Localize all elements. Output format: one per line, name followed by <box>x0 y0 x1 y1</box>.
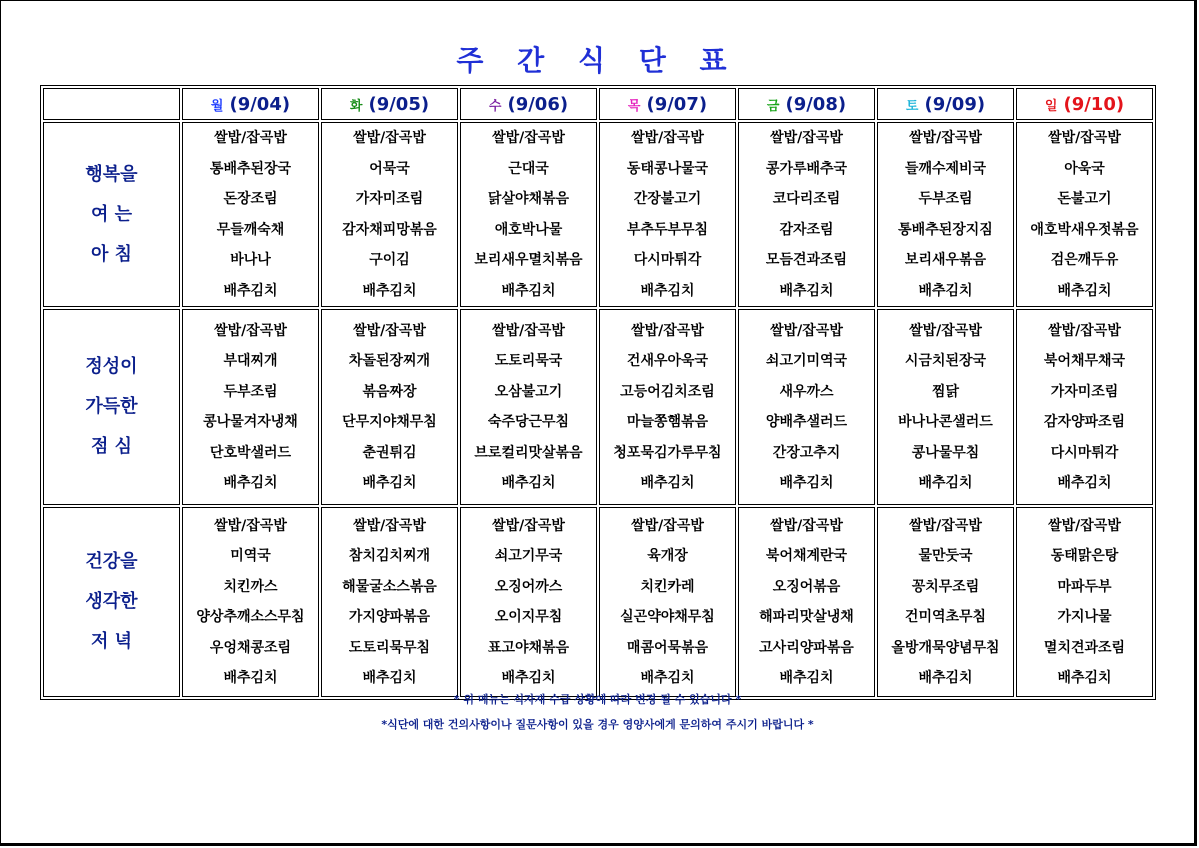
dish-item: 쌀밥/잡곡밥 <box>1048 517 1121 534</box>
dish-item: 쌀밥/잡곡밥 <box>1048 130 1121 146</box>
dish-item: 동태맑은탕 <box>1050 548 1119 564</box>
day-header-sun <box>1016 88 1153 120</box>
day-date: (9/08) <box>785 93 847 115</box>
dish-item: 미역국 <box>230 548 271 564</box>
dish-item: 단호박샐러드 <box>209 444 292 461</box>
dish-item: 배추김치 <box>779 282 834 299</box>
dish-item: 감자채피망볶음 <box>342 221 437 238</box>
dish-item: 쌀밥/잡곡밥 <box>353 322 426 339</box>
day-header-sat <box>877 88 1014 120</box>
dish-item: 쇠고기미역국 <box>765 353 848 369</box>
dish-item: 쌀밥/잡곡밥 <box>909 322 982 339</box>
dish-item: 해물굴소스볶음 <box>342 578 437 595</box>
dish-item: 배추김치 <box>362 282 417 299</box>
dish-item: 다시마튀각 <box>1050 444 1119 461</box>
dish-cell <box>182 507 319 697</box>
dish-item: 오삼불고기 <box>494 383 563 400</box>
dish-cell <box>321 122 458 307</box>
dish-item: 참치김치찌개 <box>348 548 431 564</box>
dish-item: 가자미조림 <box>355 191 424 207</box>
dish-item: 쌀밥/잡곡밥 <box>492 130 565 146</box>
dish-item: 쌀밥/잡곡밥 <box>1048 322 1121 339</box>
dish-cell <box>599 122 736 307</box>
breakfast-row <box>43 122 1153 307</box>
dish-item: 찜닭 <box>931 383 960 400</box>
dish-cell <box>738 507 875 697</box>
dish-item: 돈불고기 <box>1057 191 1112 207</box>
dish-item: 감자조림 <box>779 221 834 238</box>
dish-item: 실곤약야채무침 <box>620 609 715 625</box>
dish-item: 배추김치 <box>918 475 973 491</box>
dish-item: 간장고추지 <box>772 444 841 461</box>
day-date: (9/06) <box>507 93 569 115</box>
dish-item: 배추김치 <box>640 670 695 686</box>
dish-item: 매콤어묵볶음 <box>626 639 709 656</box>
dish-item: 두부조림 <box>918 191 973 207</box>
day-glyph-tue: 화 <box>349 98 363 114</box>
dish-item: 배추김치 <box>1057 475 1112 491</box>
header-row <box>43 88 1153 120</box>
dish-item: 도토리묵국 <box>494 353 563 369</box>
dish-item: 배추김치 <box>501 670 556 686</box>
page-title: 주 간 식 단 표 <box>456 44 739 77</box>
dish-item: 꽁치무조림 <box>911 578 980 595</box>
dish-item: 쌀밥/잡곡밥 <box>353 130 426 146</box>
dish-item: 차돌된장찌개 <box>348 353 431 369</box>
dish-item: 배추김치 <box>362 670 417 686</box>
dish-item: 쌀밥/잡곡밥 <box>214 517 287 534</box>
dish-item: 부대찌개 <box>223 353 278 369</box>
dish-item: 청포묵김가루무침 <box>613 444 722 461</box>
dish-item: 북어채계란국 <box>765 548 848 564</box>
dish-item: 배추김치 <box>362 475 417 491</box>
day-header-mon <box>182 88 319 120</box>
dish-item: 건새우아욱국 <box>626 353 709 369</box>
dish-item: 도토리묵무침 <box>348 639 431 656</box>
dish-cell <box>738 309 875 505</box>
day-date: (9/10) <box>1063 93 1125 115</box>
day-date: (9/05) <box>368 93 430 115</box>
dish-item: 배추김치 <box>779 475 834 491</box>
dish-item: 콩나물겨자냉채 <box>203 414 298 430</box>
corner-cell <box>43 88 180 120</box>
dish-item: 돈장조림 <box>223 191 278 207</box>
dish-item: 쌀밥/잡곡밥 <box>492 517 565 534</box>
dish-item: 가지나물 <box>1057 609 1112 625</box>
dish-cell <box>460 507 597 697</box>
dish-item: 쇠고기무국 <box>494 548 563 564</box>
dish-item: 해파리맛살냉채 <box>759 609 854 625</box>
dish-item: 브로컬리맛살볶음 <box>474 444 583 461</box>
dish-item: 배추김치 <box>779 670 834 686</box>
dish-cell <box>1016 309 1153 505</box>
dish-item: 쌀밥/잡곡밥 <box>770 517 843 534</box>
dish-item: 쌀밥/잡곡밥 <box>770 322 843 339</box>
dish-item: 보리새우볶음 <box>904 252 987 268</box>
dish-cell <box>182 309 319 505</box>
day-header-fri <box>738 88 875 120</box>
note-contact-dietitian: *식단에 대한 건의사항이나 질문사항이 있을 경우 영양사에게 문의하여 주시기 바랍니다 * <box>381 718 814 731</box>
dish-item: 배추김치 <box>223 282 278 299</box>
dish-item: 배추김치 <box>1057 670 1112 686</box>
dish-item: 통배추된장지짐 <box>898 221 993 238</box>
dish-item: 쌀밥/잡곡밥 <box>214 130 287 146</box>
dish-item: 배추김치 <box>501 475 556 491</box>
dish-cell <box>321 507 458 697</box>
dish-item: 표고야채볶음 <box>487 639 570 656</box>
meal-label-line: 저 녁 <box>90 631 133 652</box>
dish-item: 치킨까스 <box>223 578 278 595</box>
dish-item: 고등어김치조림 <box>620 383 715 400</box>
weekly-menu-table <box>40 85 1156 700</box>
dish-item: 양배추샐러드 <box>765 414 848 430</box>
day-header-tue <box>321 88 458 120</box>
day-date: (9/07) <box>646 93 708 115</box>
dish-item: 단무지야채무침 <box>342 414 437 430</box>
dish-item: 애호박나물 <box>494 221 563 238</box>
dish-item: 가자미조림 <box>1050 383 1119 400</box>
dinner-row <box>43 507 1153 697</box>
day-glyph-sat: 토 <box>905 98 919 114</box>
meal-label-line: 여 는 <box>90 203 133 225</box>
dish-cell <box>182 122 319 307</box>
dish-item: 우엉채콩조림 <box>209 639 292 656</box>
day-header-thu <box>599 88 736 120</box>
meal-label-line: 건강을 <box>85 551 138 572</box>
dish-item: 어묵국 <box>369 160 410 177</box>
dish-item: 쌀밥/잡곡밥 <box>631 322 704 339</box>
day-date: (9/04) <box>229 93 291 115</box>
dish-item: 쌀밥/잡곡밥 <box>353 517 426 534</box>
dish-item: 멸치견과조림 <box>1043 639 1126 656</box>
dish-item: 배추김치 <box>640 475 695 491</box>
note-change-notice: * 위 메뉴는 식자재 수급 상황에 따라 변경 될 수 있습니다 * <box>453 693 742 706</box>
dish-item: 오징어볶음 <box>772 578 841 595</box>
dish-item: 배추김치 <box>1057 282 1112 299</box>
dish-item: 바나나콘샐러드 <box>898 414 993 430</box>
dish-item: 건미역초무침 <box>904 609 987 625</box>
dish-item: 시금치된장국 <box>904 353 987 369</box>
day-date: (9/09) <box>924 93 986 115</box>
dish-item: 북어채무채국 <box>1043 353 1126 369</box>
dish-item: 콩가루배추국 <box>765 160 848 177</box>
meal-label-line: 점 심 <box>90 436 133 457</box>
dish-item: 볶음짜장 <box>362 383 417 400</box>
dish-item: 양상추깨소스무침 <box>196 609 305 625</box>
meal-label-line: 정성이 <box>85 356 138 377</box>
dish-item: 구이김 <box>369 252 410 268</box>
dish-item: 치킨카레 <box>640 578 695 595</box>
dish-item: 육개장 <box>647 548 688 564</box>
meal-label-line: 가득한 <box>85 396 138 417</box>
dish-item: 쌀밥/잡곡밥 <box>909 130 982 146</box>
dish-item: 물만둣국 <box>918 548 973 564</box>
dish-cell <box>1016 122 1153 307</box>
dish-item: 마파두부 <box>1057 578 1112 595</box>
day-glyph-fri: 금 <box>766 98 780 114</box>
dish-cell <box>599 507 736 697</box>
meal-label-line: 아 침 <box>90 243 133 265</box>
dish-item: 보리새우멸치볶음 <box>474 252 583 268</box>
dish-cell <box>321 309 458 505</box>
meal-label-lunch <box>43 309 180 505</box>
dish-item: 배추김치 <box>223 475 278 491</box>
dish-item: 쌀밥/잡곡밥 <box>492 322 565 339</box>
dish-item: 부추두부무침 <box>626 221 709 238</box>
dish-item: 감자양파조림 <box>1043 414 1126 430</box>
meal-label-dinner <box>43 507 180 697</box>
dish-item: 모듬견과조림 <box>765 252 848 268</box>
dish-item: 오이지무침 <box>494 609 563 625</box>
meal-label-line: 행복을 <box>85 163 138 185</box>
dish-item: 애호박새우젓볶음 <box>1030 221 1139 238</box>
dish-item: 무들깨숙채 <box>216 221 285 238</box>
dish-item: 동태콩나물국 <box>626 160 709 177</box>
dish-cell <box>877 507 1014 697</box>
dish-item: 검은깨두유 <box>1050 252 1119 268</box>
dish-item: 새우까스 <box>779 383 834 400</box>
dish-item: 쌀밥/잡곡밥 <box>631 130 704 146</box>
dish-item: 바나나 <box>230 252 271 268</box>
dish-item: 가지양파볶음 <box>348 609 431 625</box>
day-glyph-thu: 목 <box>627 98 641 114</box>
dish-cell <box>599 309 736 505</box>
dish-cell <box>877 122 1014 307</box>
day-glyph-mon: 월 <box>210 98 224 114</box>
dish-item: 다시마튀각 <box>633 252 702 268</box>
dish-item: 오징어까스 <box>494 578 563 595</box>
dish-item: 쌀밥/잡곡밥 <box>214 322 287 339</box>
dish-item: 코다리조림 <box>772 191 841 207</box>
dish-item: 마늘쫑햄볶음 <box>626 414 709 430</box>
dish-item: 배추김치 <box>918 670 973 686</box>
dish-item: 들깨수제비국 <box>904 160 987 177</box>
dish-cell <box>460 122 597 307</box>
dish-item: 고사리양파볶음 <box>759 639 854 656</box>
dish-item: 배추김치 <box>501 282 556 299</box>
dish-item: 콩나물무침 <box>911 444 980 461</box>
dish-item: 숙주당근무침 <box>487 414 570 430</box>
dish-item: 쌀밥/잡곡밥 <box>631 517 704 534</box>
dish-item: 배추김치 <box>640 282 695 299</box>
dish-item: 닭살야채볶음 <box>487 191 570 207</box>
day-glyph-wed: 수 <box>488 98 502 114</box>
dish-item: 두부조림 <box>223 383 278 400</box>
dish-item: 간장불고기 <box>633 191 702 207</box>
dish-item: 배추김치 <box>223 670 278 686</box>
dish-cell <box>1016 507 1153 697</box>
dish-cell <box>877 309 1014 505</box>
dish-item: 쌀밥/잡곡밥 <box>770 130 843 146</box>
day-header-wed <box>460 88 597 120</box>
dish-cell <box>460 309 597 505</box>
day-glyph-sun: 일 <box>1044 98 1058 114</box>
meal-label-line: 생각한 <box>85 591 138 612</box>
lunch-row <box>43 309 1153 505</box>
dish-item: 쌀밥/잡곡밥 <box>909 517 982 534</box>
dish-item: 통배추된장국 <box>209 160 292 177</box>
dish-item: 배추김치 <box>918 282 973 299</box>
meal-label-breakfast <box>43 122 180 307</box>
dish-item: 올방개묵양념무침 <box>891 639 1000 656</box>
dish-item: 아욱국 <box>1064 160 1105 177</box>
dish-item: 춘권튀김 <box>362 444 417 461</box>
dish-cell <box>738 122 875 307</box>
dish-item: 근대국 <box>508 160 549 177</box>
